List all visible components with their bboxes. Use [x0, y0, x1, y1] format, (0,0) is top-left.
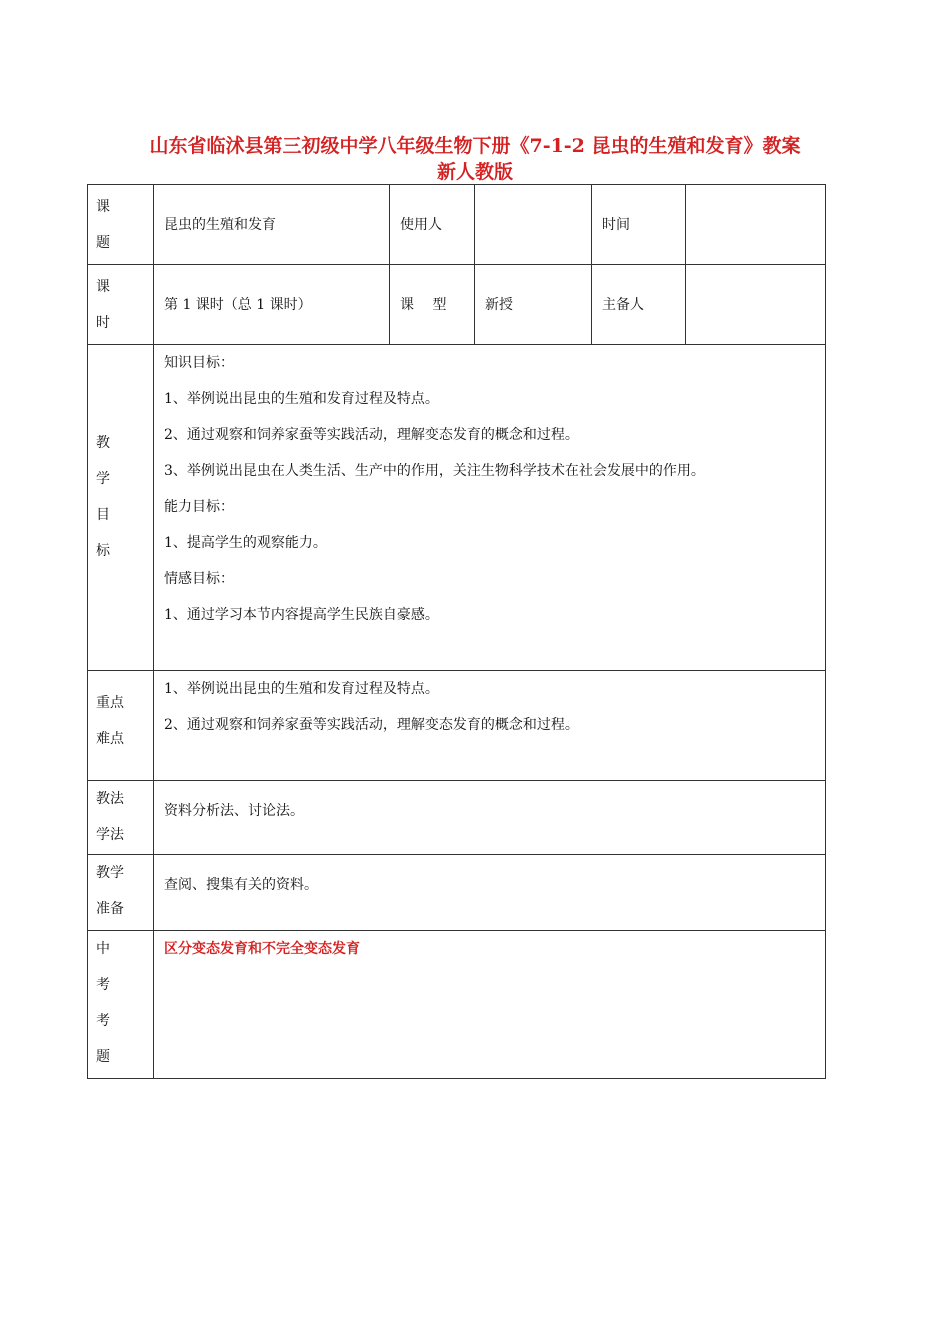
- period-value: 第 1 课时（总 1 课时）: [154, 265, 390, 345]
- row-method: [88, 781, 826, 855]
- goals-line: 情感目标：: [164, 571, 234, 587]
- row-goals: [88, 345, 826, 671]
- lesson-type-label: 课 型: [390, 265, 475, 345]
- preparation-value: 查阅、搜集有关的资料。: [154, 855, 826, 931]
- topic-value: 昆虫的生殖和发育: [154, 185, 390, 265]
- exam-value: 区分变态发育和不完全变态发育: [154, 931, 826, 1079]
- title-line-2: 新人教版: [436, 161, 513, 183]
- goals-line: 能力目标：: [164, 499, 234, 515]
- goals-line: 1、提高学生的观察能力。: [164, 535, 327, 551]
- user-value[interactable]: [475, 185, 592, 265]
- goals-line: 3、举例说出昆虫在人类生活、生产中的作用，关注生物科学技术在社会发展中的作用。: [164, 463, 705, 479]
- label-exam: 中 考 考 题: [88, 931, 154, 1079]
- lesson-type-value: 新授: [475, 265, 592, 345]
- goals-line: 1、通过学习本节内容提高学生民族自豪感。: [164, 607, 439, 623]
- method-value: 资料分析法、讨论法。: [154, 781, 826, 855]
- goals-content: [154, 345, 826, 671]
- time-label: 时间: [592, 185, 686, 265]
- document-title: [60, 133, 890, 185]
- title-line-1: 山东省临沭县第三初级中学八年级生物下册《7-1-2 昆虫的生殖和发育》教案: [149, 135, 801, 157]
- goals-line: 知识目标：: [164, 355, 234, 371]
- key-points-content: [154, 671, 826, 781]
- preparer-label: 主备人: [592, 265, 686, 345]
- label-period: 课 时: [88, 265, 154, 345]
- row-period: [88, 265, 826, 345]
- time-value[interactable]: [686, 185, 826, 265]
- label-method: 教法 学法: [88, 781, 154, 855]
- user-label: 使用人: [390, 185, 475, 265]
- label-key-points: 重点 难点: [88, 671, 154, 781]
- goals-line: 1、举例说出昆虫的生殖和发育过程及特点。: [164, 391, 439, 407]
- key-line: 1、举例说出昆虫的生殖和发育过程及特点。: [164, 681, 439, 697]
- row-exam: [88, 931, 826, 1079]
- row-key-points: [88, 671, 826, 781]
- lesson-plan-table: [87, 184, 826, 1079]
- key-line: 2、通过观察和饲养家蚕等实践活动，理解变态发育的概念和过程。: [164, 717, 579, 733]
- label-goals: 教 学 目 标: [88, 345, 154, 671]
- goals-line: 2、通过观察和饲养家蚕等实践活动，理解变态发育的概念和过程。: [164, 427, 579, 443]
- label-preparation: 教学 准备: [88, 855, 154, 931]
- label-topic: 课 题: [88, 185, 154, 265]
- row-preparation: [88, 855, 826, 931]
- preparer-value[interactable]: [686, 265, 826, 345]
- row-topic: [88, 185, 826, 265]
